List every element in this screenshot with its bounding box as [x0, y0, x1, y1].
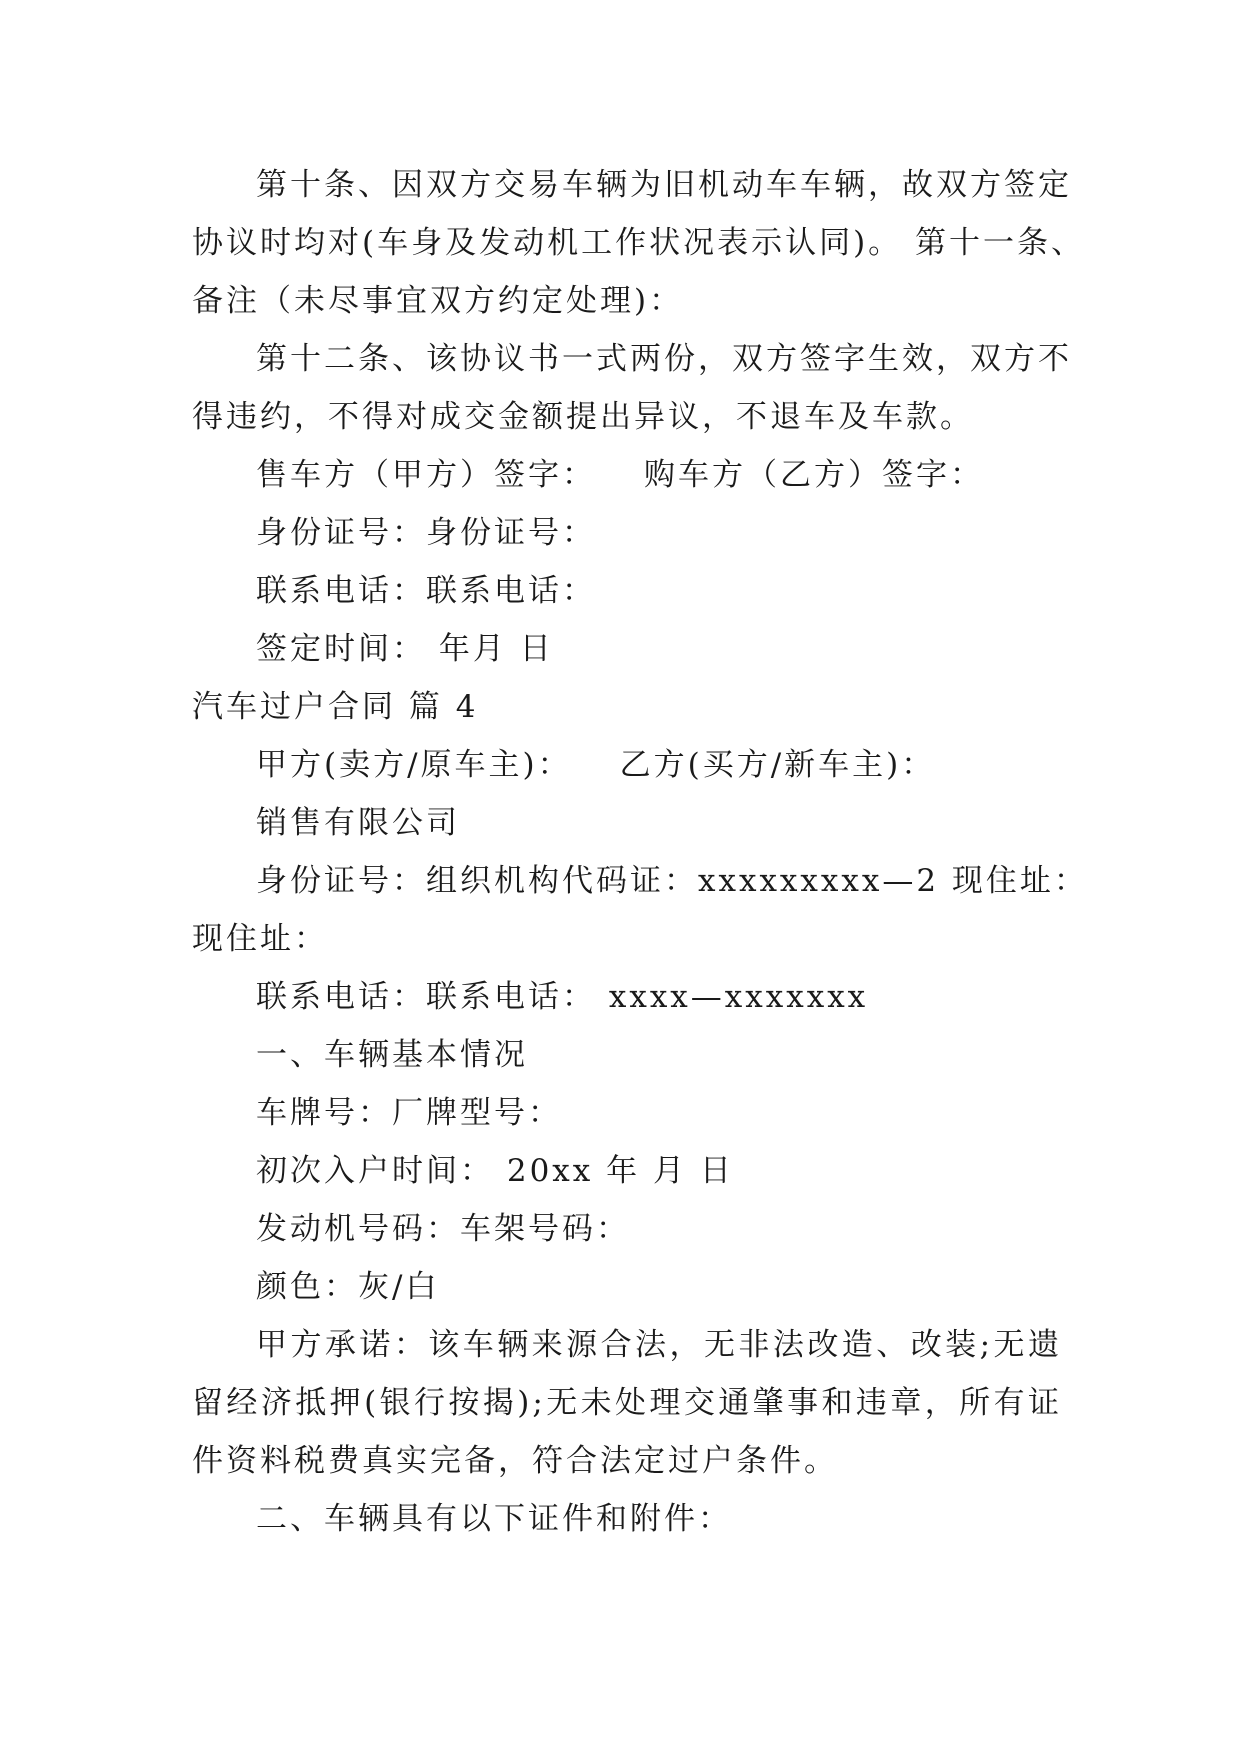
paragraph-line: 件资料税费真实完备，符合法定过户条件。 [192, 1443, 838, 1479]
id-address-line: 身份证号：组织机构代码证：xxxxxxxxx—2 现住址： [256, 863, 1088, 899]
engine-frame-line: 发动机号码：车架号码： [256, 1211, 630, 1247]
paragraph-line: 甲方承诺：该车辆来源合法，无非法改造、改装;无遗 [256, 1327, 1062, 1363]
paragraph-line: 留经济抵押(银行按揭);无未处理交通肇事和违章，所有证 [192, 1385, 1062, 1421]
paragraph-line: 备注（未尽事宜双方约定处理)： [192, 283, 684, 319]
seller-signature-label: 售车方（甲方）签字： [256, 457, 596, 493]
paragraph-line: 得违约，不得对成交金额提出异议，不退车及车款。 [192, 399, 974, 435]
buyer-signature-label: 购车方（乙方）签字： [644, 457, 984, 493]
signature-line [192, 446, 1062, 504]
paragraph-line: 第十二条、该协议书一式两份，双方签字生效，双方不 [256, 341, 1072, 377]
phone-line: 联系电话：联系电话： xxxx—xxxxxxx [256, 979, 869, 1015]
id-number-line: 身份证号：身份证号： [256, 515, 596, 551]
phone-line: 联系电话：联系电话： [256, 573, 596, 609]
color-line: 颜色：灰/白 [256, 1269, 440, 1305]
party-b-label: 乙方(买方/新车主)： [619, 747, 936, 783]
paragraph-line: 第十条、因双方交易车辆为旧机动车车辆，故双方签定 [256, 167, 1072, 203]
plate-model-line: 车牌号：厂牌型号： [256, 1095, 562, 1131]
document-body [192, 156, 1088, 1548]
registration-date-line: 初次入户时间： 20xx 年 月 日 [256, 1153, 734, 1189]
sign-date-line: 签定时间： 年月 日 [256, 631, 554, 667]
address-line: 现住址： [192, 921, 328, 957]
paragraph-line: 协议时均对(车身及发动机工作状况表示认同)。 第十一条、 [192, 225, 1086, 261]
section-title: 汽车过户合同 篇 4 [192, 689, 479, 725]
company-name-line: 销售有限公司 [256, 805, 460, 841]
heading-documents: 二、车辆具有以下证件和附件： [256, 1501, 732, 1537]
heading-vehicle-info: 一、车辆基本情况 [256, 1037, 528, 1073]
parties-line [192, 736, 1062, 794]
party-a-label: 甲方(卖方/原车主)： [256, 747, 572, 783]
